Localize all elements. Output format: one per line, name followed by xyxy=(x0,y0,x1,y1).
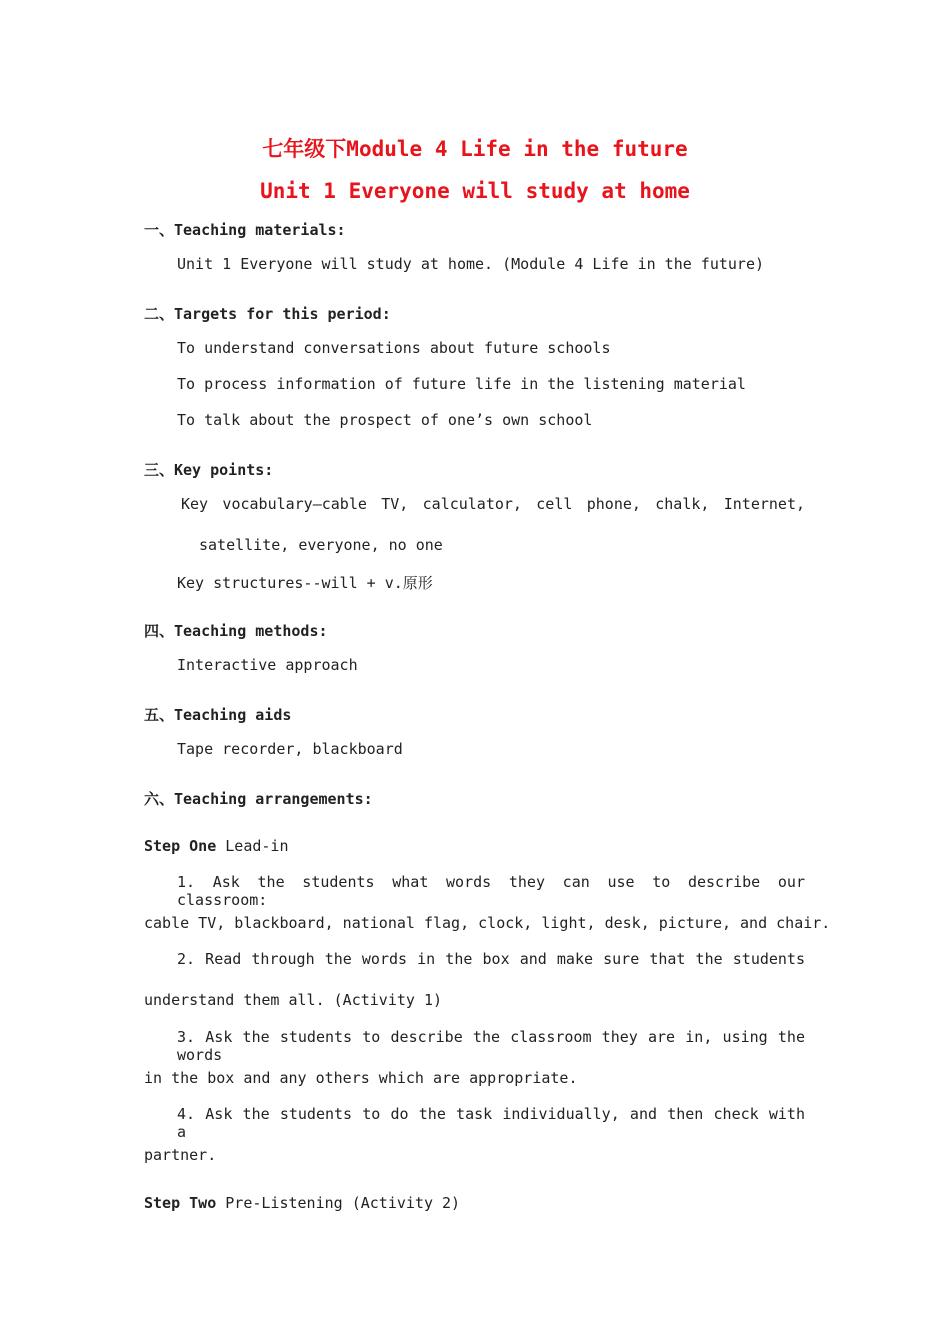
step-one-heading xyxy=(144,837,289,855)
step-one-paragraph-2-line1: 2. Read through the words in the box and make sure that the students xyxy=(177,950,805,968)
step-one-paragraph-2-line2: understand them all. (Activity 1) xyxy=(144,991,443,1009)
target-item: To understand conversations about future schools xyxy=(177,339,611,357)
step-one-paragraph-1-line2: cable TV, blackboard, national flag, clock, light, desk, picture, and chair. xyxy=(144,914,831,932)
section-heading-targets: 二、Targets for this period: xyxy=(144,305,391,323)
step-two-label: Step Two xyxy=(144,1194,217,1212)
step-two-heading xyxy=(144,1194,460,1212)
step-one-paragraph-4-line2: partner. xyxy=(144,1146,217,1164)
step-one-paragraph-1-line1: 1. Ask the students what words they can use to describe our classroom: xyxy=(177,873,805,909)
step-one-paragraph-3-line1: 3. Ask the students to describe the classroom they are in, using the words xyxy=(177,1028,805,1064)
section-heading-arrangements: 六、Teaching arrangements: xyxy=(144,790,373,808)
target-item: To talk about the prospect of one’s own school xyxy=(177,411,593,429)
key-vocabulary-line1: Key vocabulary—cable TV, calculator, cell phone, chalk, Internet, xyxy=(181,495,805,513)
step-one-paragraph-3-line2: in the box and any others which are appropriate. xyxy=(144,1069,578,1087)
step-one-paragraph-4-line1: 4. Ask the students to do the task individually, and then check with a xyxy=(177,1105,805,1141)
methods-text: Interactive approach xyxy=(177,656,358,674)
target-item: To process information of future life in the listening material xyxy=(177,375,746,393)
section-heading-methods: 四、Teaching methods: xyxy=(144,622,328,640)
step-one-title: Lead-in xyxy=(225,837,289,855)
step-one-label: Step One xyxy=(144,837,217,855)
section-heading-materials: 一、Teaching materials: xyxy=(144,221,346,239)
step-two-title: Pre-Listening (Activity 2) xyxy=(225,1194,461,1212)
section-heading-aids: 五、Teaching aids xyxy=(144,706,292,724)
key-structures: Key structures--will + v.原形 xyxy=(177,574,433,592)
key-vocabulary-line2: satellite, everyone, no one xyxy=(199,536,443,554)
document-subtitle: Unit 1 Everyone will study at home xyxy=(260,179,690,203)
materials-text: Unit 1 Everyone will study at home. (Module 4 Life in the future) xyxy=(177,255,764,273)
section-heading-key-points: 三、Key points: xyxy=(144,461,274,479)
aids-text: Tape recorder, blackboard xyxy=(177,740,403,758)
document-title: 七年级下Module 4 Life in the future xyxy=(262,137,688,161)
